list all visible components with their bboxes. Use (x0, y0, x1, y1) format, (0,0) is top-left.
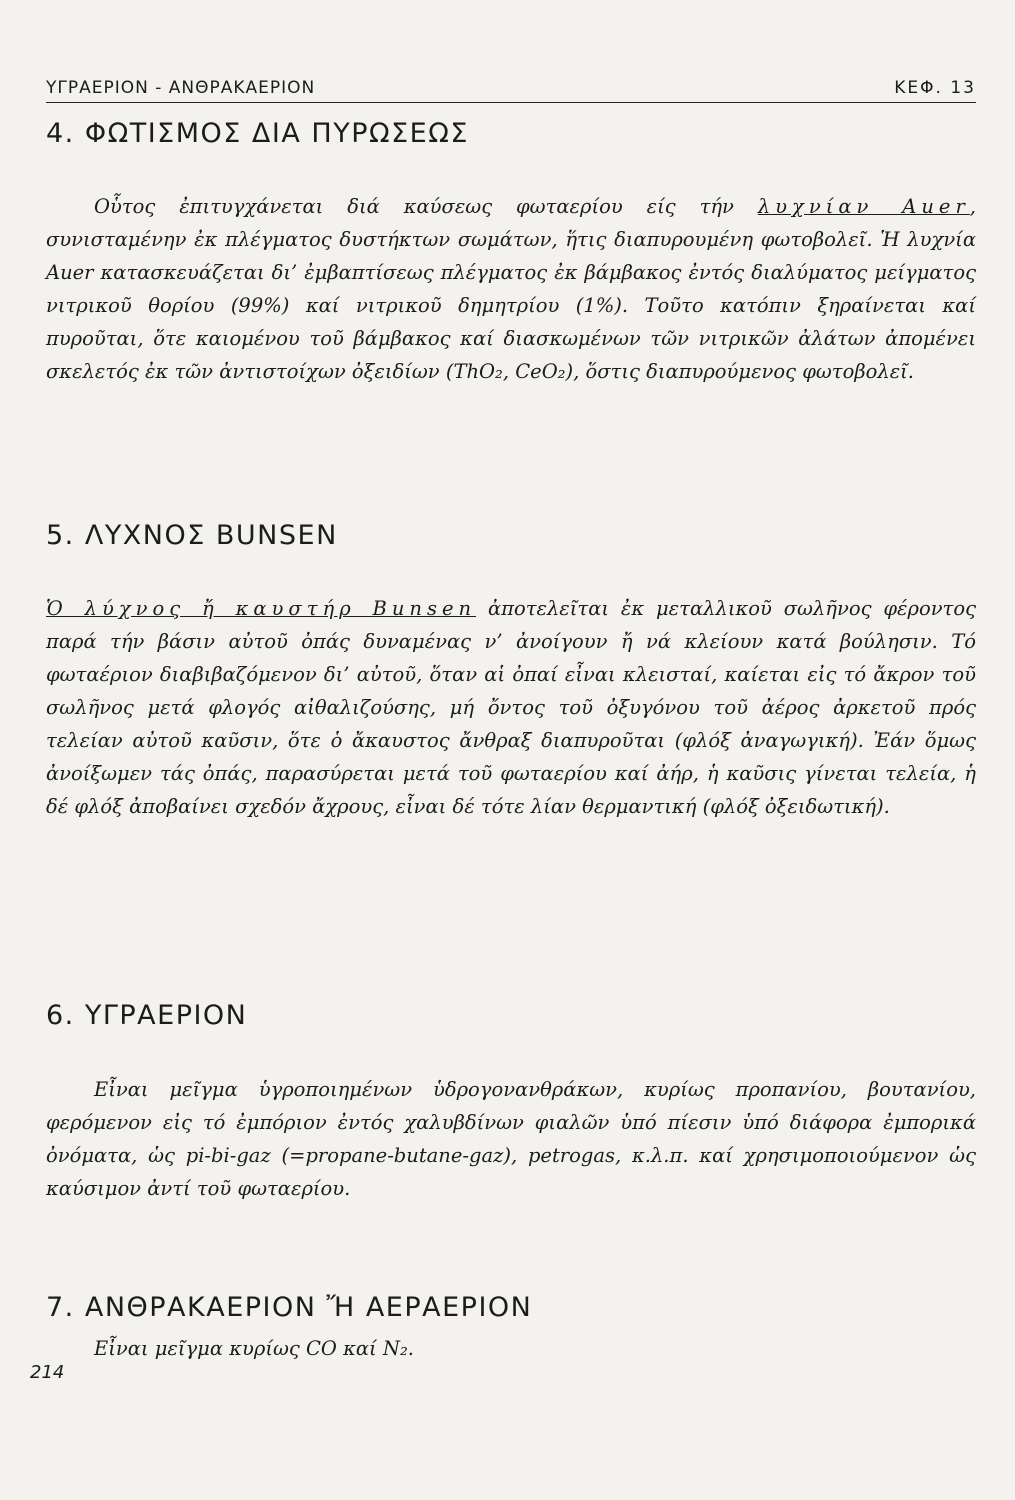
section-6-paragraph: Εἶναι μεῖγμα ὑγροποιημένων ὑδρογονανθράκων, κυρίως προπανίου, βουτανίου, φερόμενον εἰς τό ἐμπόριον ἐντός χαλυβδίνων φιαλῶν ὑπό πίεσιν ὑπό διάφορα ἐμπορικά ὀνόματα, ὡς pi-bi-gaz (=propane-butane-gaz), petrogas, κ.λ.π. καί χρησιμοποιούμενον ὡς καύσιμον ἀντί τοῦ φωταερίου. (46, 1078, 976, 1200)
section-4-text-start: Οὗτος ἐπιτυγχάνεται διά καύσεως φωταερίου είς τήν (94, 195, 758, 218)
section-7-paragraph: Εἶναι μεῖγμα κυρίως CO καί N₂. (94, 1337, 414, 1360)
section-5-heading: 5. ΛΥΧΝΟΣ BUNSEN (46, 520, 338, 551)
section-4-spaced-term: λυχνίαν Auer (757, 195, 970, 218)
running-header-chapter: ΚΕΦ. 13 (894, 78, 976, 98)
section-5-spaced-term: Ὁ λύχνος ἤ καυστήρ Bunsen (46, 597, 477, 620)
running-header (46, 76, 976, 103)
running-header-title: ΥΓΡΑΕΡΙΟΝ - ΑΝΘΡΑΚΑΕΡΙΟΝ (46, 78, 316, 98)
section-5-paragraph (46, 592, 976, 823)
section-4-heading: 4. ΦΩΤΙΣΜΟΣ ΔΙΑ ΠΥΡΩΣΕΩΣ (46, 118, 469, 149)
section-4-text-rest: , συνισταμένην ἐκ πλέγματος δυστήκτων σωμάτων, ἥτις διαπυρουμένη φωτοβολεῖ. Ἡ λυχνία Auer κατασκευάζεται δι’ ἐμβαπτίσεως πλέγματος ἐκ βάμβακος ἐντός διαλύματος μείγματος νιτρικοῦ θορίου (99%) καί νιτρικοῦ δημητρίου (1%). Τοῦτο κατόπιν ξηραίνεται καί πυροῦται, ὅτε καιομένου τοῦ βάμβακος καί διασκωμένων τῶν νιτρικῶν ἀλάτων ἀπομένει σκελετός ἐκ τῶν ἀντιστοίχων ὀξειδίων (ThO₂, CeO₂), ὅστις διαπυρούμενος φωτοβολεῖ. (46, 195, 976, 383)
section-5-text-rest: ἀποτελεῖται ἐκ μεταλλικοῦ σωλῆνος φέροντος παρά τήν βάσιν αὐτοῦ ὀπάς δυναμένας ν’ ἀνοίγουν ἤ νά κλείουν κατά βούλησιν. Τό φωταέριον διαβιβαζόμενον δι’ αὐτοῦ, ὅταν αἱ ὀπαί εἶναι κλεισταί, καίεται εἰς τό ἄκρον τοῦ σωλῆνος μετά φλογός αἰθαλιζούσης, μή ὄντος τοῦ ὀξυγόνου τοῦ ἀέρος ἀρκετοῦ πρός τελείαν αὐτοῦ καῦσιν, ὅτε ὁ ἄκαυστος ἄνθραξ διαπυροῦται (φλόξ ἀναγωγική). Ἐάν ὅμως ἀνοίξωμεν τάς ὀπάς, παρασύρεται μετά τοῦ φωταερίου καί ἀήρ, ἡ καῦσις γίνεται τελεία, ἡ δέ φλόξ ἀποβαίνει σχεδόν ἄχρους, εἶναι δέ τότε λίαν θερμαντική (φλόξ ὀξειδωτική). (46, 597, 976, 818)
section-4-paragraph (46, 190, 976, 388)
section-6-heading: 6. ΥΓΡΑΕΡΙΟΝ (46, 1000, 248, 1031)
section-7-heading: 7. ΑΝΘΡΑΚΑΕΡΙΟΝ Ἤ ΑΕΡΑΕΡΙΟΝ (46, 1292, 533, 1323)
page-number: 214 (30, 1362, 65, 1383)
